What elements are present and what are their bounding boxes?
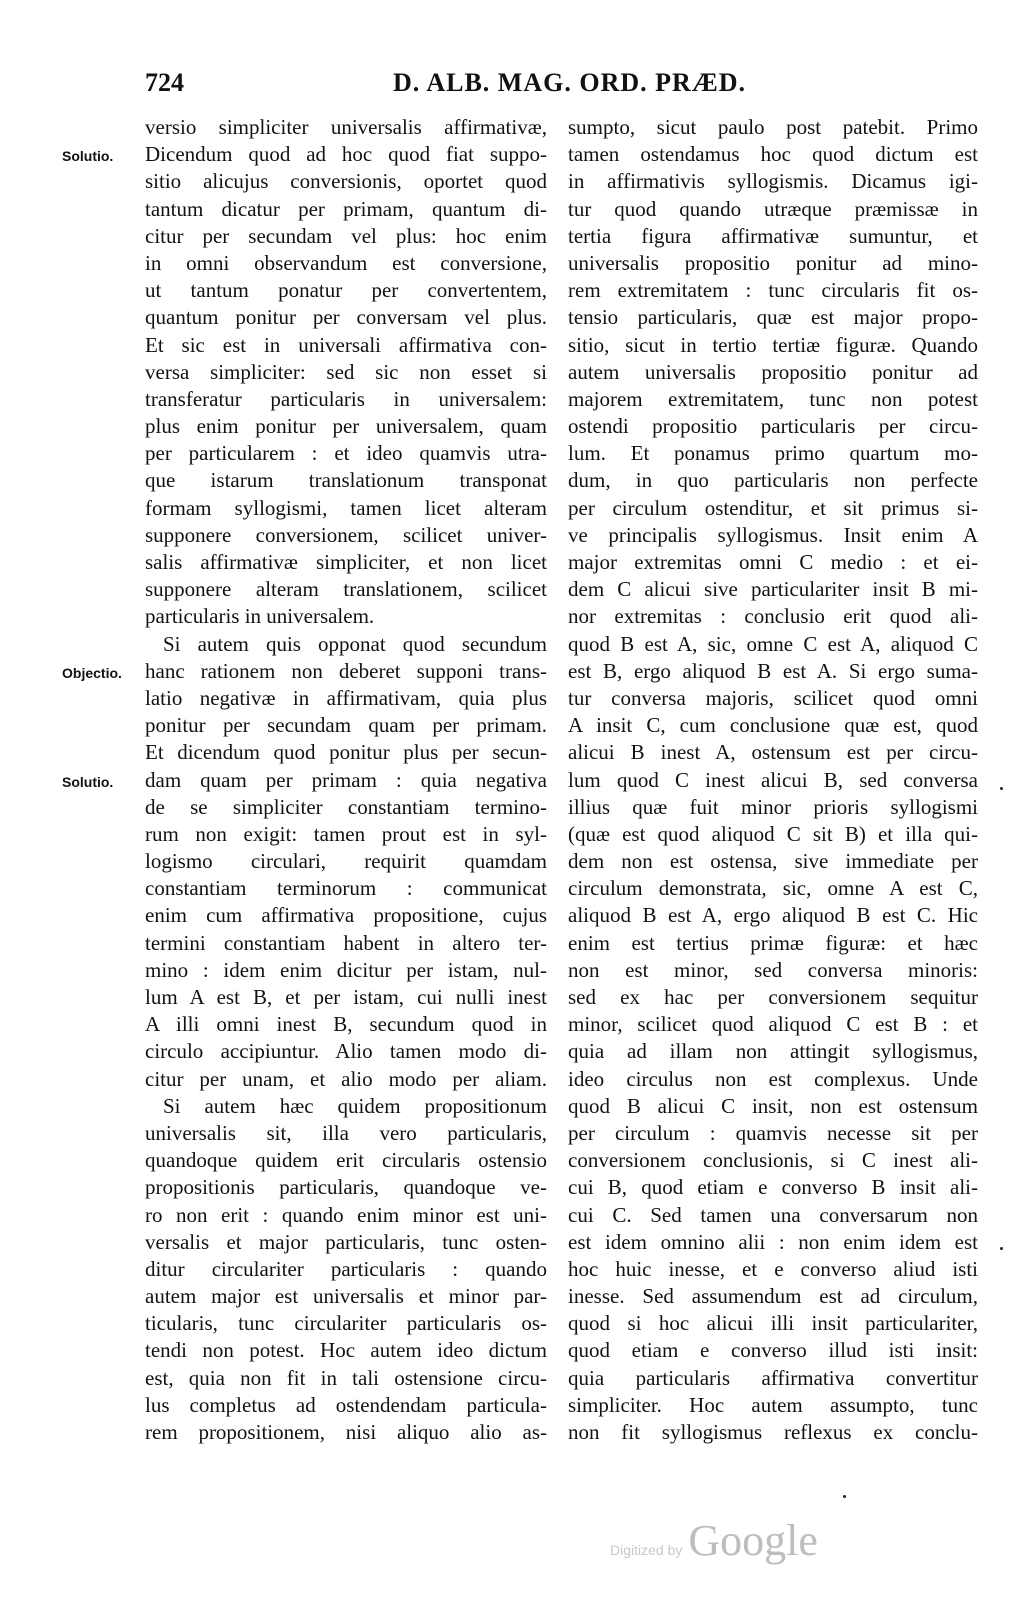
text-line: termini constantiam habent in altero ter- [145, 930, 547, 955]
text-line: Si autem quis opponat quod secundum [163, 631, 547, 656]
print-speck [1000, 787, 1003, 790]
text-line: per particularem : et ideo quamvis utra- [145, 441, 547, 466]
left-text-column [145, 114, 547, 1446]
text-line: formam syllogismi, tamen licet alteram [145, 495, 547, 520]
text-line: non fit syllogismus reflexus ex conclu- [568, 1420, 978, 1444]
text-line: universalis propositio ponitur ad mino- [568, 250, 978, 275]
text-line: tendi non potest. Hoc autem ideo dictum [145, 1338, 547, 1363]
text-line: Dicendum quod ad hoc quod fiat suppo- [145, 142, 547, 167]
text-line: citur per unam, et alio modo per aliam. [145, 1066, 547, 1091]
text-line: ditur circulariter particularis : quando [145, 1256, 547, 1281]
text-line: quod si hoc alicui illi insit particulariter, [568, 1311, 978, 1336]
right-text-column [568, 114, 978, 1446]
margin-note: Objectio. [62, 665, 122, 681]
text-line: quia particularis affirmativa convertitur [568, 1365, 978, 1390]
text-line: tur quod quando utræque præmissæ in [568, 196, 978, 221]
text-line: sumpto, sicut paulo post patebit. Primo [568, 115, 978, 139]
text-line: non est minor, sed conversa minoris: [568, 957, 978, 982]
text-line: est, quia non fit in tali ostensione circu- [145, 1365, 547, 1390]
text-line: sitio, sicut in tertio tertiæ figuræ. Quando [568, 332, 978, 357]
text-line: est idem omnino alii : non enim idem est [568, 1229, 978, 1254]
text-line: lum quod C inest alicui B, sed conversa [568, 767, 978, 792]
text-line: sitio alicujus conversionis, oportet quod [145, 169, 547, 194]
margin-note: Solutio. [62, 148, 114, 165]
text-line: universalis sit, illa vero particularis, [145, 1120, 547, 1145]
text-line: tantum dicatur per primam, quantum di- [145, 196, 547, 221]
text-line: conversionem conclusionis, si C inest ali- [568, 1148, 978, 1173]
page-number: 724 [145, 68, 184, 97]
text-line: in affirmativis syllogismis. Dicamus igi- [568, 169, 978, 194]
text-line: ponitur per secundam quam per primam. [145, 713, 547, 738]
text-line: in omni observandum est conversione, [145, 250, 547, 275]
text-line: tertia figura affirmativæ sumuntur, et [568, 223, 978, 248]
text-line: quandoque quidem erit circularis ostensio [145, 1148, 547, 1173]
text-line: A illi omni inest B, secundum quod in [145, 1012, 547, 1037]
text-line: dem non est ostensa, sive immediate per [568, 849, 978, 874]
text-line: minor, scilicet quod aliquod C est B : et [568, 1012, 978, 1037]
text-line: ticularis, tunc circulariter particularis os- [145, 1311, 547, 1336]
text-line: dam quam per primam : quia negativa [145, 767, 547, 792]
text-line: plus enim ponitur per universalem, quam [145, 414, 547, 439]
text-line: transferatur particularis in universalem: [145, 386, 547, 411]
text-line: cui B, quod etiam e converso B insit ali- [568, 1175, 978, 1200]
text-line: est B, ergo aliquod B est A. Si ergo suma- [568, 658, 978, 683]
text-line: ve principalis syllogismus. Insit enim A [568, 522, 978, 547]
text-line: dem C alicui sive particulariter insit B mi- [568, 577, 978, 602]
text-line: versa simpliciter: sed sic non esset si [145, 359, 547, 384]
text-line: quantum ponitur per conversam vel plus. [145, 305, 547, 330]
text-line: autem universalis propositio ponitur ad [568, 359, 978, 384]
text-line: nor extremitas : conclusio erit quod ali- [568, 604, 978, 629]
text-line: propositionis particularis, quandoque ve- [145, 1175, 547, 1200]
text-line: circulo accipiuntur. Alio tamen modo di- [145, 1039, 547, 1064]
text-line: de se simpliciter constantiam termino- [145, 794, 547, 819]
text-line: ostendi propositio particularis per circu- [568, 414, 978, 439]
text-line: citur per secundam vel plus: hoc enim [145, 223, 547, 248]
text-line: per circulum : quamvis necesse sit per [568, 1120, 978, 1145]
text-line: tensio particularis, quæ est major propo- [568, 305, 978, 330]
text-line: mino : idem enim dicitur per istam, nul- [145, 957, 547, 982]
text-line: quod etiam e converso illud isti insit: [568, 1338, 978, 1363]
text-line: supponere conversionem, scilicet univer- [145, 522, 547, 547]
text-line: Si autem hæc quidem propositionum [163, 1093, 547, 1118]
text-line: simpliciter. Hoc autem assumpto, tunc [568, 1392, 978, 1417]
text-line: lum. Et ponamus primo quartum mo- [568, 441, 978, 466]
text-line: logismo circulari, requirit quamdam [145, 849, 547, 874]
google-logo: Google [688, 1516, 818, 1565]
text-line: constantiam terminorum : communicat [145, 876, 547, 901]
text-line: tur conversa majoris, scilicet quod omni [568, 685, 978, 710]
text-line: lum A est B, et per istam, cui nulli inest [145, 985, 547, 1009]
running-header: D. ALB. MAG. ORD. PRÆD. [393, 68, 747, 97]
text-line: lus completus ad ostendendam particula- [145, 1392, 547, 1417]
text-line: majorem extremitatem, tunc non potest [568, 386, 978, 411]
text-line: cui C. Sed tamen una conversarum non [568, 1202, 978, 1227]
text-line: sed ex hac per conversionem sequitur [568, 985, 978, 1009]
text-line: Et dicendum quod ponitur plus per secun- [145, 740, 547, 765]
text-line: ro non erit : quando enim minor est uni- [145, 1202, 547, 1227]
text-line: illius quæ fuit minor prioris syllogismi [568, 794, 978, 819]
text-line: rem propositionem, nisi aliquo alio as- [145, 1420, 547, 1444]
text-line: alicui B inest A, ostensum est per circu- [568, 740, 978, 765]
text-line: quod B est A, sic, omne C est A, aliquod C [568, 631, 978, 656]
text-line: (quæ est quod aliquod C sit B) et illa qui- [568, 821, 978, 846]
watermark-prefix: Digitized by [610, 1542, 683, 1558]
text-line: quod B alicui C insit, non est ostensum [568, 1093, 978, 1118]
text-line: que istarum translationum transponat [145, 468, 547, 493]
text-line: per circulum ostenditur, et sit primus si- [568, 495, 978, 520]
text-line: major extremitas omni C medio : et ei- [568, 550, 978, 574]
text-line: rem extremitatem : tunc circularis fit os- [568, 278, 978, 303]
margin-note: Solutio. [62, 773, 114, 790]
text-line: ideo circulus non est complexus. Unde [568, 1066, 978, 1091]
print-speck [1000, 1247, 1003, 1250]
text-line: enim est tertius primæ figuræ: et hæc [568, 930, 978, 955]
text-line: autem major est universalis et minor par- [145, 1284, 547, 1309]
text-line: ut tantum ponatur per convertentem, [145, 278, 547, 303]
text-line: latio negativæ in affirmativam, quia plus [145, 685, 547, 710]
text-line: dum, in quo particularis non perfecte [568, 468, 978, 493]
text-line: rum non exigit: tamen prout est in syl- [145, 821, 547, 846]
text-line: tamen ostendamus hoc quod dictum est [568, 142, 978, 167]
print-speck [843, 1495, 846, 1498]
text-line: enim cum affirmativa propositione, cujus [145, 903, 547, 928]
text-line: aliquod B est A, ergo aliquod B est C. Hic [568, 903, 978, 928]
text-line: Et sic est in universali affirmativa con- [145, 332, 547, 357]
text-line: salis affirmativæ simpliciter, et non licet [145, 550, 547, 574]
text-line: inesse. Sed assumendum est ad circulum, [568, 1284, 978, 1309]
text-line: circulum demonstrata, sic, omne A est C, [568, 876, 978, 901]
text-line: quia ad illam non attingit syllogismus, [568, 1039, 978, 1064]
digitized-watermark [610, 1515, 818, 1566]
text-line: versalis et major particularis, tunc osten- [145, 1229, 547, 1254]
text-line: versio simpliciter universalis affirmativæ, [145, 115, 547, 139]
text-line: hoc huic inesse, et e converso aliud isti [568, 1256, 978, 1281]
text-line: particularis in universalem. [145, 604, 375, 629]
text-line: supponere alteram translationem, scilicet [145, 577, 547, 602]
text-line: hanc rationem non deberet supponi trans- [145, 658, 547, 683]
text-line: A insit C, cum conclusione quæ est, quod [568, 713, 978, 738]
